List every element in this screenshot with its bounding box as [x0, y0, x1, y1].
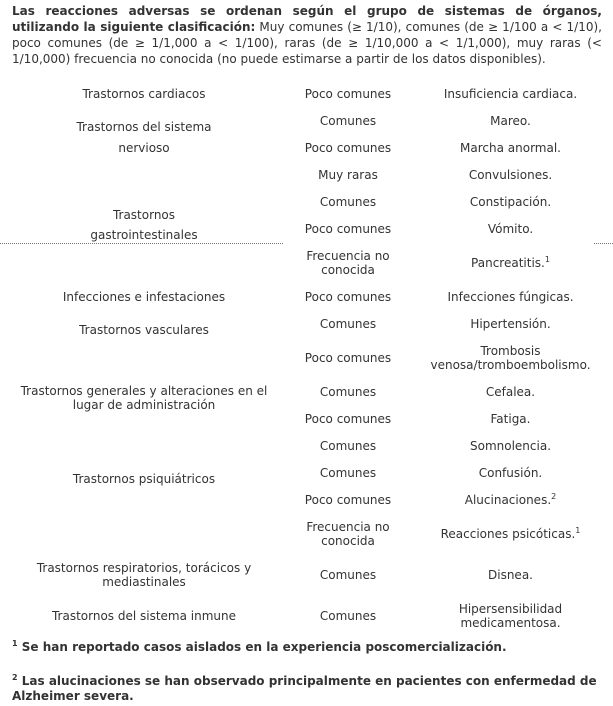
intro-paragraph [12, 3, 602, 67]
footnote-marker: 1 [575, 525, 581, 535]
reaction-cell: Cefalea. [485, 384, 536, 399]
reaction-cell: Trombosis venosa/tromboembolismo. [430, 343, 591, 372]
reaction-cell: Hipersensibilidad medicamentosa. [458, 601, 563, 630]
footnote-marker: 2 [551, 491, 557, 501]
system-cell: Trastornos respiratorios, torácicos y mediastinales [36, 560, 252, 589]
frequency-cell: Frecuencia no conocida [306, 248, 390, 277]
frequency-cell: Poco comunes [304, 221, 392, 236]
reaction-cell: Confusión. [478, 465, 543, 480]
frequency-cell: Poco comunes [304, 289, 392, 304]
frequency-cell: Comunes [319, 438, 377, 453]
system-label: gastrointestinales [90, 228, 198, 242]
reaction-cell: Marcha anormal. [460, 140, 561, 155]
reaction-cell: Mareo. [490, 113, 531, 128]
reaction-cell: Somnolencia. [469, 438, 552, 453]
system-cell [4, 188, 284, 283]
frequency-cell: Comunes [319, 194, 377, 209]
footnote-1: $^1$ Se han reportado casos aislados en la experiencia poscomercialización. [12, 639, 507, 654]
frequency-cell: Comunes [319, 465, 377, 480]
system-cell: Trastornos cardiacos [82, 86, 206, 101]
footnote-marker: 1 [544, 254, 550, 264]
frequency-cell: Comunes [319, 316, 377, 331]
system-cell [4, 107, 284, 188]
reaction-cell: Constipación. [469, 194, 552, 209]
system-cell: Trastornos vasculares [79, 323, 209, 337]
table-row [4, 188, 609, 215]
table-row [4, 310, 609, 337]
reaction-cell: Infecciones fúngicas. [447, 289, 574, 304]
page-break-gap [284, 241, 594, 245]
table-row [4, 80, 609, 107]
intro-bold: Las reacciones adversas se ordenan según el grupo de sistemas de órganos, utilizando la siguiente clasificación: [12, 4, 602, 34]
reaction-cell: Convulsiones. [468, 167, 553, 182]
frequency-cell: Comunes [319, 567, 377, 582]
system-label: Trastornos del sistema [76, 120, 212, 134]
table-row [4, 107, 609, 134]
reaction-cell: Fatiga. [490, 411, 531, 426]
table-row [4, 554, 609, 595]
table-row [4, 378, 609, 405]
table-row [4, 595, 609, 636]
system-cell: Trastornos psiquiátricos [72, 472, 216, 486]
frequency-cell: Frecuencia no conocida [306, 519, 390, 548]
frequency-cell: Poco comunes [304, 492, 392, 507]
reaction-cell: Vómito. [487, 221, 534, 236]
reaction-cell: Alucinaciones.$^2$ [464, 491, 557, 507]
reaction-cell: Hipertensión. [470, 316, 551, 331]
frequency-cell: Comunes [319, 113, 377, 128]
table-row [4, 432, 609, 459]
reaction-cell: Reacciones psicóticas.$^1$ [440, 525, 581, 541]
frequency-cell: Muy raras [318, 167, 378, 182]
frequency-cell: Comunes [319, 384, 377, 399]
system-label: Trastornos [112, 208, 176, 222]
frequency-cell: Poco comunes [304, 86, 392, 101]
frequency-cell: Comunes [319, 608, 377, 623]
reaction-cell: Pancreatitis.$^1$ [471, 254, 550, 270]
system-label: nervioso [118, 141, 170, 155]
adverse-reactions-table [4, 80, 609, 636]
reaction-cell: Insuficiencia cardiaca. [443, 86, 578, 101]
system-cell: Trastornos generales y alteraciones en el lugar de administración [20, 384, 268, 412]
table-row [4, 283, 609, 310]
frequency-cell: Poco comunes [304, 411, 392, 426]
system-cell: Trastornos del sistema inmune [51, 608, 237, 623]
frequency-cell: Poco comunes [304, 350, 392, 365]
reaction-cell: Disnea. [488, 567, 533, 582]
intro-rest: Muy comunes (≥ 1/10), comunes (de ≥ 1/100 a < 1/10), poco comunes (de ≥ 1/1,000 a < 1/100), raras (de ≥ 1/10,000 a < 1/1,000), muy raras (< 1/10,000) frecuencia no conocida (no puede estimarse a partir de los datos disponibles). [12, 20, 602, 66]
footnote-2: $^2$ Las alucinaciones se han observado principalmente en pacientes con enfermedad de Alzheimer severa. [12, 673, 597, 703]
frequency-cell: Poco comunes [304, 140, 392, 155]
system-cell: Infecciones e infestaciones [62, 289, 226, 304]
